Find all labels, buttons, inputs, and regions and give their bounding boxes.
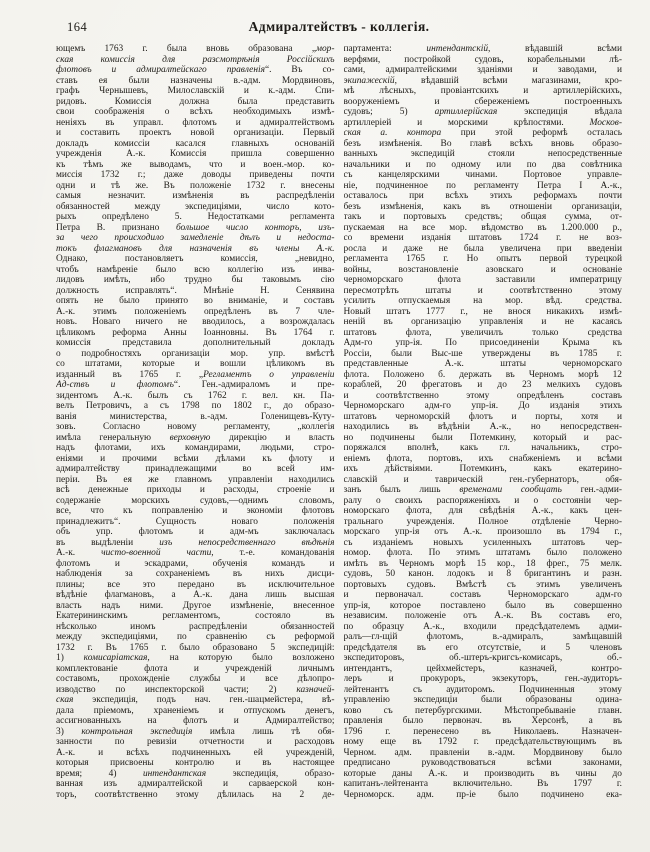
- text-line: пускаемая на все мор. вѣдомство въ 1.200.000 р.,: [343, 222, 622, 233]
- text-line: токъ флагмановъ для назначенія въ члены А.-к.: [56, 243, 335, 254]
- text-line: къ тѣмъ же выводамъ, что и воен.-мор. ко-: [56, 159, 335, 170]
- text-line: комиссія представила дополнительный докладъ: [56, 338, 335, 348]
- text-line: Черноморск. адм. пр-іе было подчинено ека-: [343, 789, 622, 800]
- text-line: наблюденія за сохраненіемъ въ нихъ дисци-: [56, 569, 335, 579]
- text-line: изданный въ 1765 г. „Регламентъ о управленіи: [56, 369, 335, 380]
- text-line: Адм-го упр-ія. По присоединеніи Крыма къ: [343, 338, 622, 348]
- text-line: штатовъ флота, увеличилъ только средства: [343, 327, 622, 338]
- text-line: ассигнованныхъ на флотъ и Адмиралтейство;: [56, 716, 335, 726]
- text-line: надъ флотами, ихъ командирами, людьми, стро-: [56, 443, 335, 453]
- text-line: свои соображенія о всѣхъ необходимыхъ измѣ-: [56, 107, 335, 117]
- text-line: чтобъ намѣреніе было всю коллегію изъ инва-: [56, 264, 335, 275]
- text-line: ніе, подчиненное по регламенту Петра I А.-к.,: [343, 180, 622, 191]
- text-line: номор. флота. По этимъ штатамъ было положено: [343, 548, 622, 558]
- text-line: А.-к. чисто-военной части, т.-е. командованія: [56, 548, 335, 558]
- text-line: всѣ денежные приходы и расходы, строеніе и: [56, 485, 335, 495]
- text-line: миссія 1732 г.; даже доводы приведены почти: [56, 170, 335, 180]
- text-line: ному еще въ 1792 г. предсѣдательствующимъ въ: [343, 737, 622, 747]
- text-line: Черноморскаго адм-го упр-ія. До изданія этихъ: [343, 401, 622, 411]
- text-line: объ упр. флотомъ и адм-мъ заключалась: [56, 527, 335, 537]
- text-line: правленія было первонач. въ Херсонѣ, а въ: [343, 716, 622, 726]
- text-line: еніемъ флота, портовъ, ихъ снабженіемъ и всѣми: [343, 453, 622, 464]
- text-line: ская а. контора при этой реформѣ осталась: [343, 128, 622, 138]
- text-line: сами, адмиралтейскими зданіями и заводами, и: [343, 65, 622, 75]
- text-line: и соотвѣтственно этому опредѣленъ составъ: [343, 390, 622, 401]
- text-line: со времени изданія штатовъ 1724 г. не воз-: [343, 233, 622, 243]
- text-line: экипажескій, вѣдавшій всѣми магазинами, кро-: [343, 75, 622, 86]
- text-line: 3) контрольная экспедиція имѣла лишь тѣ обя-: [56, 726, 335, 737]
- text-line: учрежденія А.-к. Комиссія пришла совершенно: [56, 149, 335, 159]
- text-line: имѣла генеральную верховную дирекцію и власть: [56, 432, 335, 443]
- text-line: безъ измѣненія, какъ въ отношеніи организаціи,: [343, 201, 622, 212]
- text-line: съ канцелярскими чинами. Портовое управле-: [343, 170, 622, 180]
- text-line: флотовъ и адмиралтейскаго правленія“. Въ со-: [56, 65, 335, 75]
- text-line: регламента 1765 г. Но опытъ первой турецкой: [343, 254, 622, 264]
- text-line: докладъ комиссіи касался главныхъ основаній: [56, 138, 335, 149]
- text-line: славскій и таврическій ген.-губернаторъ, обя-: [343, 474, 622, 485]
- text-line: Петра В. признано большое число конторъ, изъ-: [56, 222, 335, 233]
- text-line: занъ былъ лишь временами сообщать ген.-адми-: [343, 485, 622, 495]
- text-line: обязанностей между экспедиціями, число кото-: [56, 201, 335, 212]
- text-line: составомъ, прохожденіе службы и все дѣлопро-: [56, 674, 335, 684]
- text-line: судовъ, 50 канон. лодокъ и 8 бригантинъ и разн.: [343, 569, 622, 579]
- text-line: но подчинены были Потемкину, который и рас-: [343, 432, 622, 443]
- text-line: новъ. Новаго ничего не вводилось, а возрождалась: [56, 317, 335, 327]
- text-line: Новый штатъ 1777 г., не внося никакихъ измѣ-: [343, 306, 622, 317]
- text-line: предписано руководствоваться всѣми законами,: [343, 758, 622, 768]
- text-line: должность исправлять“. Мнѣніе Н. Сенявина: [56, 285, 335, 296]
- text-line: верфями, постройкой судовъ, корабельными лѣ-: [343, 54, 622, 65]
- text-line: зовъ. Согласно новому регламенту, „коллегія: [56, 422, 335, 432]
- text-line: о подробностяхъ организаціи мор. упр. вмѣстѣ: [56, 348, 335, 359]
- text-line: тральнаго учрежденія. Полное отдѣленіе Черно-: [343, 516, 622, 527]
- text-body: [56, 44, 622, 800]
- text-line: Ад-ствъ и флотомъ“. Ген.-адмираломъ и пре-: [56, 380, 335, 390]
- text-line: партамента: интендантскій, вѣдавшій всѣми: [343, 44, 622, 54]
- text-line: Екатерининскимъ регламентомъ, состояло въ: [56, 611, 335, 621]
- text-line: съ изданіемъ новыхъ усиленныхъ штатовъ чер-: [343, 537, 622, 548]
- text-line: и составить проектъ новой организаціи. Первый: [56, 128, 335, 138]
- page-number: 164: [67, 20, 88, 34]
- text-line: 1) комисаріатская, на которую было возложено: [56, 653, 335, 663]
- text-line: такъ и портовыхъ средствъ; общая сумма, от-: [343, 212, 622, 222]
- text-line: плины; все это передано въ исключительное: [56, 579, 335, 590]
- text-line: лидовъ имѣть, ибо трудно бы таковымъ сію: [56, 275, 335, 285]
- text-line: неніяхъ въ управл. флотомъ и адмиралтействомъ: [56, 117, 335, 128]
- text-line: ихъ дѣйствіями. Потемкинъ, какъ екатерино-: [343, 464, 622, 474]
- text-line: портовыхъ судовъ. Вмѣстѣ съ этимъ увеличенъ: [343, 579, 622, 590]
- text-line: комплектованіе флота и учрежденій личнымъ: [56, 663, 335, 674]
- text-column-left: [56, 44, 335, 800]
- text-line: начальники и по одному или по два совѣтника: [343, 159, 622, 170]
- text-line: время; 4) интендантская экспедиція, образо-: [56, 768, 335, 779]
- text-line: находились въ вѣдѣніи А.-к., но непосредствен-: [343, 422, 622, 432]
- text-line: номорскаго флота, для свѣдѣнія А.-к., какъ цен-: [343, 506, 622, 516]
- text-line: ралъ—гл-щій флотомъ, в.-адмиралъ, замѣщавшій: [343, 632, 622, 642]
- text-line: оставалось при всѣхъ этихъ реформахъ почти: [343, 191, 622, 201]
- text-line: ющемъ 1763 г. была вновь образована „мор-: [56, 44, 335, 54]
- text-line: изводство по инспекторской части; 2) казначей-: [56, 684, 335, 695]
- text-line: ванная изъ адмиралтейской и сарваерской кон-: [56, 779, 335, 789]
- text-line: пересмотрѣть штаты и соотвѣтственно этому: [343, 285, 622, 296]
- text-line: усилить отпускаемыя на мор. вѣд. средства.: [343, 296, 622, 306]
- text-line: торъ, соотвѣтственно этому дѣлилась на 2 де-: [56, 789, 335, 800]
- text-line: велъ Петровичъ, а съ 1798 по 1802 г., до образо-: [56, 401, 335, 411]
- text-line: занности по ревизіи отчетности и расходовъ: [56, 737, 335, 747]
- text-line: со штатами, которые и вошли цѣликомъ въ: [56, 359, 335, 369]
- text-line: цѣликомъ реформа Анны Іоанновны. Въ 1764 г.: [56, 327, 335, 338]
- text-line: въ выдѣленіи изъ непосредственнаго вѣдѣнія: [56, 537, 335, 548]
- text-line: власть надъ ними. Другое измѣненіе, внесенное: [56, 600, 335, 611]
- text-line: А.-к. этимъ положеніемъ опредѣленъ въ 7 чле-: [56, 306, 335, 317]
- text-line: ванныхъ экспедицій стояли непосредственные: [343, 149, 622, 159]
- text-column-right: [344, 44, 623, 800]
- text-line: морскаго упр-ія отъ А.-к. произошло въ 1794 г.,: [343, 527, 622, 537]
- text-line: войны, возстановленіе азовскаго и основаніе: [343, 264, 622, 275]
- text-line: ставъ ея были назначены в.-адм. Мордвиновъ,: [56, 75, 335, 86]
- text-line: вѣдѣніе флагмановъ, а А.-к. дана лишь высшая: [56, 590, 335, 600]
- text-line: леръ и прокуроръ, экзекуторъ, ген.-аудиторъ-: [343, 674, 622, 684]
- running-head-title: Адмиралтействъ - коллегія.: [248, 19, 430, 34]
- text-line: самыя незначит. измѣненія въ распредѣленіи: [56, 191, 335, 201]
- text-line: интендантъ, цейхмейстеръ, казначей, контро-: [343, 663, 622, 674]
- text-line: Однако, постановляетъ комиссія, „невидно,: [56, 254, 335, 264]
- text-line: Черном. адм. правленіи в.-адм. Мордвинову было: [343, 747, 622, 758]
- text-line: адмиралтейству принадлежащими во всей им-: [56, 464, 335, 474]
- text-line: поряжался вполнѣ, какъ гл. начальникъ, стро-: [343, 443, 622, 453]
- text-line: имѣть въ Черномъ морѣ 15 кор., 18 фрег., 75 мелк.: [343, 558, 622, 569]
- text-line: по образцу А.-к., входили предсѣдателемъ адми-: [343, 621, 622, 632]
- text-line: Россіи, были Выс-ше утверждены въ 1785 г.: [343, 348, 622, 359]
- text-line: лейтенантъ съ аудиторомъ. Подчиненныя этому: [343, 684, 622, 695]
- text-line: капитанъ-лейтенанта включительно. Въ 1797 г.: [343, 779, 622, 789]
- text-line: 1732 г. Въ 1765 г. было образовано 5 экспедицій:: [56, 642, 335, 653]
- text-line: независим. положеніе отъ А.-к. Въ составъ его,: [343, 611, 622, 621]
- text-line: которые даны А.-к. и производить въ чины до: [343, 768, 622, 779]
- text-line: мѣ лѣсныхъ, провіантскихъ и артиллерійскихъ,: [343, 86, 622, 96]
- text-line: неній въ организацію управленія и не касаясь: [343, 317, 622, 327]
- text-line: артиллеріей и морскими крѣпостями. Москов-: [343, 117, 622, 128]
- text-line: представленные А.-к. штаты черноморскаго: [343, 359, 622, 369]
- text-line: опять не было принято во вниманіе, и составъ: [56, 296, 335, 306]
- text-line: кораблей, 20 фрегатовъ и до 23 мелкихъ судовъ: [343, 380, 622, 390]
- text-line: предсѣдателя въ его отсутствіе, и 5 членовъ: [343, 642, 622, 653]
- text-line: флота. Положено б. держать въ Черномъ морѣ 12: [343, 369, 622, 380]
- text-line: черноморскаго флота заставили императрицу: [343, 275, 622, 285]
- text-line: ково съ петербургскими. Мѣстопребываніе главн.: [343, 705, 622, 716]
- text-line: вооруженіемъ и сбереженіемъ построенныхъ: [343, 96, 622, 107]
- text-line: зидентомъ А.-к. былъ съ 1762 г. вел. кн. Па-: [56, 390, 335, 401]
- text-line: А.-к. и всѣхъ подчиненныхъ ей учрежденій,: [56, 747, 335, 758]
- text-line: принадлежитъ“. Сущность новаго положенія: [56, 516, 335, 527]
- text-line: штатовъ черноморскій флотъ и порты, хотя и: [343, 411, 622, 422]
- text-line: періи. Въ ея же главномъ управленіи находились: [56, 474, 335, 485]
- text-line: ская экспедиція, подъ нач. ген.-шацмейстера, вѣ-: [56, 695, 335, 705]
- text-line: ванія министерства, в.-адм. Голенищевъ-Куту-: [56, 411, 335, 422]
- text-line: между экспедиціями, по сравненію съ реформой: [56, 632, 335, 642]
- text-line: нѣсколько иномъ распредѣленіи обязанностей: [56, 621, 335, 632]
- text-line: содержаніе морскихъ судовъ,—однимъ словомъ,: [56, 495, 335, 506]
- text-line: судовъ; 5) артиллерійская экспедиція вѣдала: [343, 107, 622, 117]
- text-line: которыя присвоены контролю и въ настоящее: [56, 758, 335, 768]
- text-line: ралу о своихъ распоряженіяхъ и о состояніи чер-: [343, 495, 622, 506]
- text-line: дала пріемомъ, храненіемъ и отпускомъ денегъ,: [56, 705, 335, 716]
- text-line: и первоначал. составъ Черноморскаго адм-го: [343, 590, 622, 600]
- text-line: одни и тѣ же. Въ положеніе 1732 г. внесены: [56, 180, 335, 191]
- text-line: упр-ія, которое поставлено было въ совершенно: [343, 600, 622, 611]
- text-line: 1796 г. перенесено въ Николаевъ. Назначен-: [343, 726, 622, 737]
- text-line: ская комиссія для разсмотрѣнія Россійскихъ: [56, 54, 335, 65]
- text-line: росла и даже не была увеличена при введеніи: [343, 243, 622, 254]
- text-line: управленію экспедиціи были образованы одина-: [343, 695, 622, 705]
- text-line: за чего происходило замедленіе дѣлъ и недоста-: [56, 233, 335, 243]
- text-line: безъ измѣненія. Во главѣ всѣхъ вновь образо-: [343, 138, 622, 149]
- text-line: еніями и прочими всѣми дѣлами къ флоту и: [56, 453, 335, 464]
- text-line: рыхъ опредѣлено 5. Недостатками регламента: [56, 212, 335, 222]
- text-line: все, что къ поправленію и экономіи флотовъ: [56, 506, 335, 516]
- text-line: экспедиторовъ, об.-штеръ-кригсъ-комисаръ, об.-: [343, 653, 622, 663]
- text-line: ридовъ. Комиссія должна была представить: [56, 96, 335, 107]
- text-line: графъ Чернышевъ, Милославскій и к.-адм. Спи-: [56, 86, 335, 96]
- text-line: флотомъ и эскадрами, обученія командъ и: [56, 558, 335, 569]
